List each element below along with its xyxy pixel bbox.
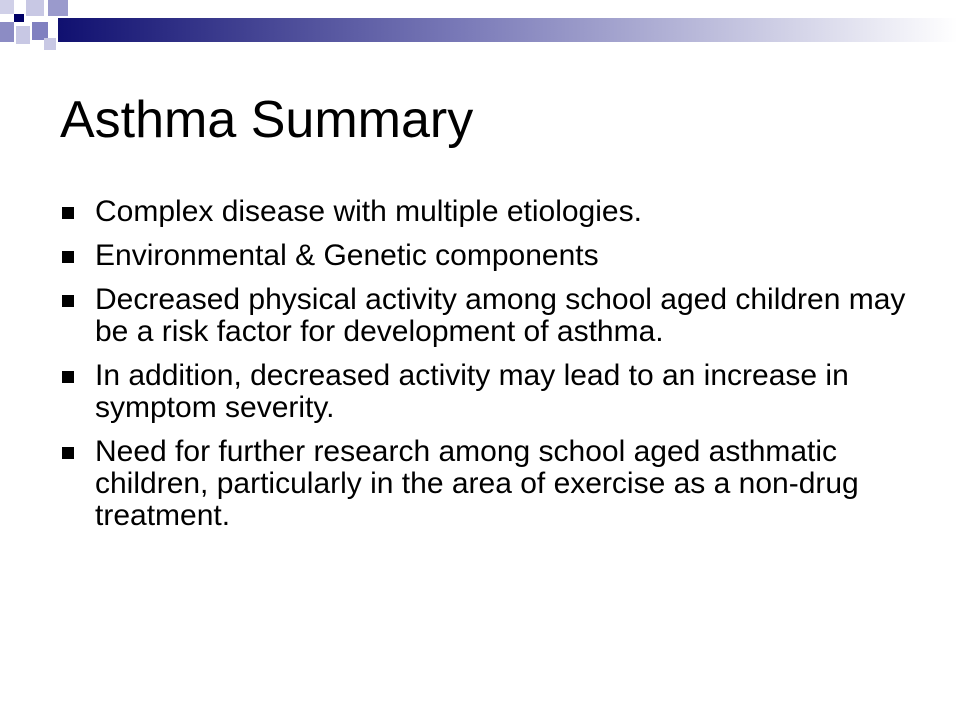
bullet-item — [62, 196, 942, 228]
header-decoration — [0, 0, 960, 60]
bullet-text: Environmental & Genetic components — [95, 239, 599, 272]
deco-square-light — [26, 0, 44, 16]
deco-square-mid — [48, 0, 68, 16]
bullet-text: Complex disease with multiple etiologies. — [95, 195, 642, 228]
deco-square-light — [16, 26, 30, 44]
deco-square-mid — [0, 22, 14, 42]
bullet-item — [62, 240, 942, 272]
header-gradient-bar — [58, 18, 958, 42]
bullet-item — [62, 360, 942, 424]
bullet-text: Decreased physical activity among school aged children may be a risk factor for development of asthma. — [95, 283, 906, 348]
bullet-text: In addition, decreased activity may lead to an increase in symptom severity. — [95, 359, 849, 424]
square-bullet-icon — [62, 251, 74, 263]
bullet-list — [62, 196, 942, 544]
deco-square-mid — [32, 22, 48, 40]
slide-title: Asthma Summary — [60, 91, 474, 149]
square-bullet-icon — [62, 371, 74, 383]
deco-square-light — [44, 38, 56, 50]
bullet-item — [62, 284, 942, 348]
deco-square-light — [0, 0, 14, 14]
deco-square-dark — [14, 14, 24, 22]
bullet-item — [62, 436, 942, 532]
square-bullet-icon — [62, 207, 74, 219]
bullet-text: Need for further research among school aged asthmatic children, particularly in the area of exercise as a non-drug treatment. — [95, 435, 859, 532]
square-bullet-icon — [62, 295, 74, 307]
square-bullet-icon — [62, 447, 74, 459]
